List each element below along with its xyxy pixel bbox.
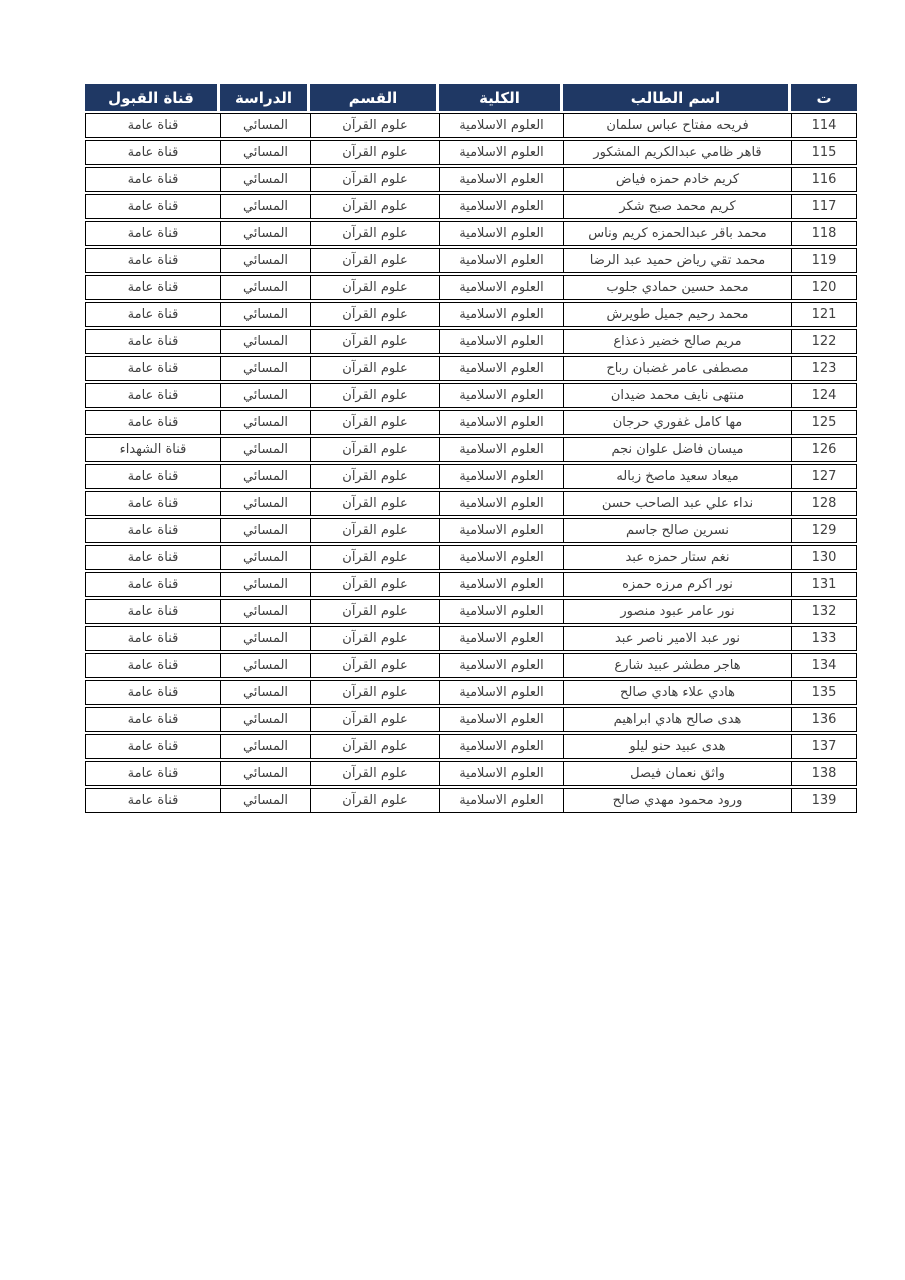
cell-no: 123 — [791, 356, 857, 381]
cell-study: المسائي — [220, 194, 310, 219]
cell-no: 135 — [791, 680, 857, 705]
cell-college: العلوم الاسلامية — [439, 680, 563, 705]
cell-channel: قناة عامة — [85, 275, 220, 300]
header-study: الدراسة — [220, 84, 310, 111]
cell-no: 126 — [791, 437, 857, 462]
header-dept: القسم — [310, 84, 439, 111]
cell-name: محمد رحيم جميل طويرش — [563, 302, 791, 327]
cell-dept: علوم القرآن — [310, 167, 439, 192]
cell-dept: علوم القرآن — [310, 734, 439, 759]
cell-study: المسائي — [220, 437, 310, 462]
cell-channel: قناة عامة — [85, 788, 220, 813]
cell-channel: قناة عامة — [85, 599, 220, 624]
cell-study: المسائي — [220, 248, 310, 273]
cell-channel: قناة عامة — [85, 680, 220, 705]
cell-study: المسائي — [220, 221, 310, 246]
cell-college: العلوم الاسلامية — [439, 302, 563, 327]
cell-dept: علوم القرآن — [310, 626, 439, 651]
table-row — [85, 275, 857, 300]
table-row — [85, 194, 857, 219]
cell-no: 114 — [791, 113, 857, 138]
cell-name: نور اكرم مرزه حمزه — [563, 572, 791, 597]
cell-no: 134 — [791, 653, 857, 678]
cell-channel: قناة عامة — [85, 653, 220, 678]
cell-channel: قناة عامة — [85, 167, 220, 192]
table-row — [85, 653, 857, 678]
table-row — [85, 518, 857, 543]
cell-dept: علوم القرآن — [310, 302, 439, 327]
cell-channel: قناة عامة — [85, 329, 220, 354]
cell-study: المسائي — [220, 491, 310, 516]
cell-channel: قناة عامة — [85, 194, 220, 219]
cell-name: هادي علاء هادي صالح — [563, 680, 791, 705]
cell-college: العلوم الاسلامية — [439, 572, 563, 597]
cell-college: العلوم الاسلامية — [439, 707, 563, 732]
cell-name: قاهر ظامي عبدالكريم المشكور — [563, 140, 791, 165]
cell-name: نور عبد الامير ناصر عبد — [563, 626, 791, 651]
cell-no: 133 — [791, 626, 857, 651]
cell-dept: علوم القرآن — [310, 788, 439, 813]
header-name: اسم الطالب — [563, 84, 791, 111]
cell-college: العلوم الاسلامية — [439, 329, 563, 354]
cell-channel: قناة عامة — [85, 707, 220, 732]
cell-college: العلوم الاسلامية — [439, 275, 563, 300]
cell-college: العلوم الاسلامية — [439, 626, 563, 651]
cell-college: العلوم الاسلامية — [439, 113, 563, 138]
table-header — [85, 84, 857, 111]
cell-study: المسائي — [220, 410, 310, 435]
table-row — [85, 680, 857, 705]
cell-dept: علوم القرآن — [310, 275, 439, 300]
cell-name: مصطفى عامر غضبان رباح — [563, 356, 791, 381]
cell-channel: قناة عامة — [85, 734, 220, 759]
header-channel: قناة القبول — [85, 84, 220, 111]
cell-college: العلوم الاسلامية — [439, 221, 563, 246]
cell-college: العلوم الاسلامية — [439, 518, 563, 543]
cell-channel: قناة عامة — [85, 221, 220, 246]
cell-study: المسائي — [220, 113, 310, 138]
cell-college: العلوم الاسلامية — [439, 788, 563, 813]
table-body — [85, 113, 857, 813]
cell-dept: علوم القرآن — [310, 248, 439, 273]
cell-study: المسائي — [220, 275, 310, 300]
cell-name: ورود محمود مهدي صالح — [563, 788, 791, 813]
cell-study: المسائي — [220, 788, 310, 813]
cell-name: نغم ستار حمزه عبد — [563, 545, 791, 570]
cell-no: 116 — [791, 167, 857, 192]
table-row — [85, 599, 857, 624]
cell-dept: علوم القرآن — [310, 356, 439, 381]
cell-dept: علوم القرآن — [310, 464, 439, 489]
cell-dept: علوم القرآن — [310, 518, 439, 543]
cell-dept: علوم القرآن — [310, 437, 439, 462]
cell-channel: قناة عامة — [85, 302, 220, 327]
cell-college: العلوم الاسلامية — [439, 167, 563, 192]
table-row — [85, 248, 857, 273]
cell-name: هدى عبيد حنو ليلو — [563, 734, 791, 759]
table-row — [85, 788, 857, 813]
cell-college: العلوم الاسلامية — [439, 194, 563, 219]
cell-dept: علوم القرآن — [310, 221, 439, 246]
cell-channel: قناة عامة — [85, 491, 220, 516]
cell-name: محمد باقر عبدالحمزه كريم وناس — [563, 221, 791, 246]
cell-college: العلوم الاسلامية — [439, 734, 563, 759]
cell-no: 131 — [791, 572, 857, 597]
cell-college: العلوم الاسلامية — [439, 491, 563, 516]
cell-study: المسائي — [220, 167, 310, 192]
cell-dept: علوم القرآن — [310, 491, 439, 516]
table-row — [85, 734, 857, 759]
cell-name: هدى صالح هادي ابراهيم — [563, 707, 791, 732]
cell-dept: علوم القرآن — [310, 383, 439, 408]
cell-college: العلوم الاسلامية — [439, 383, 563, 408]
table-row — [85, 437, 857, 462]
cell-name: ميعاد سعيد ماصخ زباله — [563, 464, 791, 489]
table-row — [85, 410, 857, 435]
cell-channel: قناة عامة — [85, 248, 220, 273]
cell-study: المسائي — [220, 356, 310, 381]
cell-study: المسائي — [220, 572, 310, 597]
cell-study: المسائي — [220, 761, 310, 786]
cell-no: 138 — [791, 761, 857, 786]
cell-study: المسائي — [220, 302, 310, 327]
cell-no: 132 — [791, 599, 857, 624]
cell-study: المسائي — [220, 599, 310, 624]
cell-name: كريم محمد صبح شكر — [563, 194, 791, 219]
table-row — [85, 707, 857, 732]
cell-no: 124 — [791, 383, 857, 408]
cell-channel: قناة عامة — [85, 140, 220, 165]
header-no: ت — [791, 84, 857, 111]
cell-no: 127 — [791, 464, 857, 489]
cell-no: 128 — [791, 491, 857, 516]
cell-channel: قناة عامة — [85, 113, 220, 138]
cell-no: 139 — [791, 788, 857, 813]
cell-name: كريم خادم حمزه فياض — [563, 167, 791, 192]
cell-name: نور عامر عبود منصور — [563, 599, 791, 624]
cell-study: المسائي — [220, 680, 310, 705]
cell-channel: قناة عامة — [85, 761, 220, 786]
cell-channel: قناة عامة — [85, 464, 220, 489]
cell-no: 137 — [791, 734, 857, 759]
cell-channel: قناة عامة — [85, 572, 220, 597]
table-row — [85, 464, 857, 489]
cell-no: 119 — [791, 248, 857, 273]
cell-dept: علوم القرآن — [310, 707, 439, 732]
cell-no: 125 — [791, 410, 857, 435]
cell-name: هاجر مطشر عبيد شارع — [563, 653, 791, 678]
table-row — [85, 761, 857, 786]
cell-study: المسائي — [220, 464, 310, 489]
cell-name: مها كامل غفوري حرجان — [563, 410, 791, 435]
cell-no: 115 — [791, 140, 857, 165]
cell-no: 117 — [791, 194, 857, 219]
cell-college: العلوم الاسلامية — [439, 545, 563, 570]
cell-study: المسائي — [220, 707, 310, 732]
cell-name: محمد تقي رياض حميد عبد الرضا — [563, 248, 791, 273]
cell-channel: قناة عامة — [85, 518, 220, 543]
header-row — [85, 84, 857, 111]
cell-dept: علوم القرآن — [310, 329, 439, 354]
cell-name: فريحه مفتاح عباس سلمان — [563, 113, 791, 138]
cell-dept: علوم القرآن — [310, 599, 439, 624]
cell-no: 118 — [791, 221, 857, 246]
cell-college: العلوم الاسلامية — [439, 437, 563, 462]
cell-study: المسائي — [220, 545, 310, 570]
cell-dept: علوم القرآن — [310, 410, 439, 435]
cell-no: 120 — [791, 275, 857, 300]
cell-college: العلوم الاسلامية — [439, 464, 563, 489]
cell-dept: علوم القرآن — [310, 545, 439, 570]
cell-name: محمد حسين حمادي جلوب — [563, 275, 791, 300]
table-row — [85, 302, 857, 327]
cell-channel: قناة عامة — [85, 356, 220, 381]
cell-dept: علوم القرآن — [310, 653, 439, 678]
table-row — [85, 383, 857, 408]
cell-channel: قناة عامة — [85, 410, 220, 435]
table-row — [85, 167, 857, 192]
table-row — [85, 356, 857, 381]
students-table — [85, 82, 857, 815]
cell-study: المسائي — [220, 653, 310, 678]
table-row — [85, 491, 857, 516]
cell-channel: قناة الشهداء — [85, 437, 220, 462]
cell-college: العلوم الاسلامية — [439, 599, 563, 624]
table-row — [85, 113, 857, 138]
cell-name: نداء علي عبد الصاحب حسن — [563, 491, 791, 516]
cell-dept: علوم القرآن — [310, 194, 439, 219]
header-college: الكلية — [439, 84, 563, 111]
cell-college: العلوم الاسلامية — [439, 653, 563, 678]
cell-name: منتهى نايف محمد ضيدان — [563, 383, 791, 408]
cell-study: المسائي — [220, 329, 310, 354]
cell-name: مريم صالح خضير ذعذاع — [563, 329, 791, 354]
cell-college: العلوم الاسلامية — [439, 248, 563, 273]
cell-college: العلوم الاسلامية — [439, 140, 563, 165]
cell-name: نسرين صالح جاسم — [563, 518, 791, 543]
cell-no: 130 — [791, 545, 857, 570]
table-row — [85, 545, 857, 570]
cell-channel: قناة عامة — [85, 383, 220, 408]
cell-dept: علوم القرآن — [310, 680, 439, 705]
cell-study: المسائي — [220, 383, 310, 408]
cell-no: 129 — [791, 518, 857, 543]
cell-college: العلوم الاسلامية — [439, 410, 563, 435]
cell-dept: علوم القرآن — [310, 761, 439, 786]
cell-dept: علوم القرآن — [310, 572, 439, 597]
table-row — [85, 626, 857, 651]
cell-dept: علوم القرآن — [310, 140, 439, 165]
cell-no: 121 — [791, 302, 857, 327]
cell-no: 136 — [791, 707, 857, 732]
cell-channel: قناة عامة — [85, 626, 220, 651]
cell-study: المسائي — [220, 734, 310, 759]
cell-channel: قناة عامة — [85, 545, 220, 570]
cell-study: المسائي — [220, 626, 310, 651]
cell-name: واثق نعمان فيصل — [563, 761, 791, 786]
cell-study: المسائي — [220, 518, 310, 543]
table-row — [85, 221, 857, 246]
cell-college: العلوم الاسلامية — [439, 356, 563, 381]
table-row — [85, 572, 857, 597]
cell-dept: علوم القرآن — [310, 113, 439, 138]
table-row — [85, 140, 857, 165]
cell-no: 122 — [791, 329, 857, 354]
table-row — [85, 329, 857, 354]
cell-college: العلوم الاسلامية — [439, 761, 563, 786]
cell-name: ميسان فاضل علوان نجم — [563, 437, 791, 462]
cell-study: المسائي — [220, 140, 310, 165]
